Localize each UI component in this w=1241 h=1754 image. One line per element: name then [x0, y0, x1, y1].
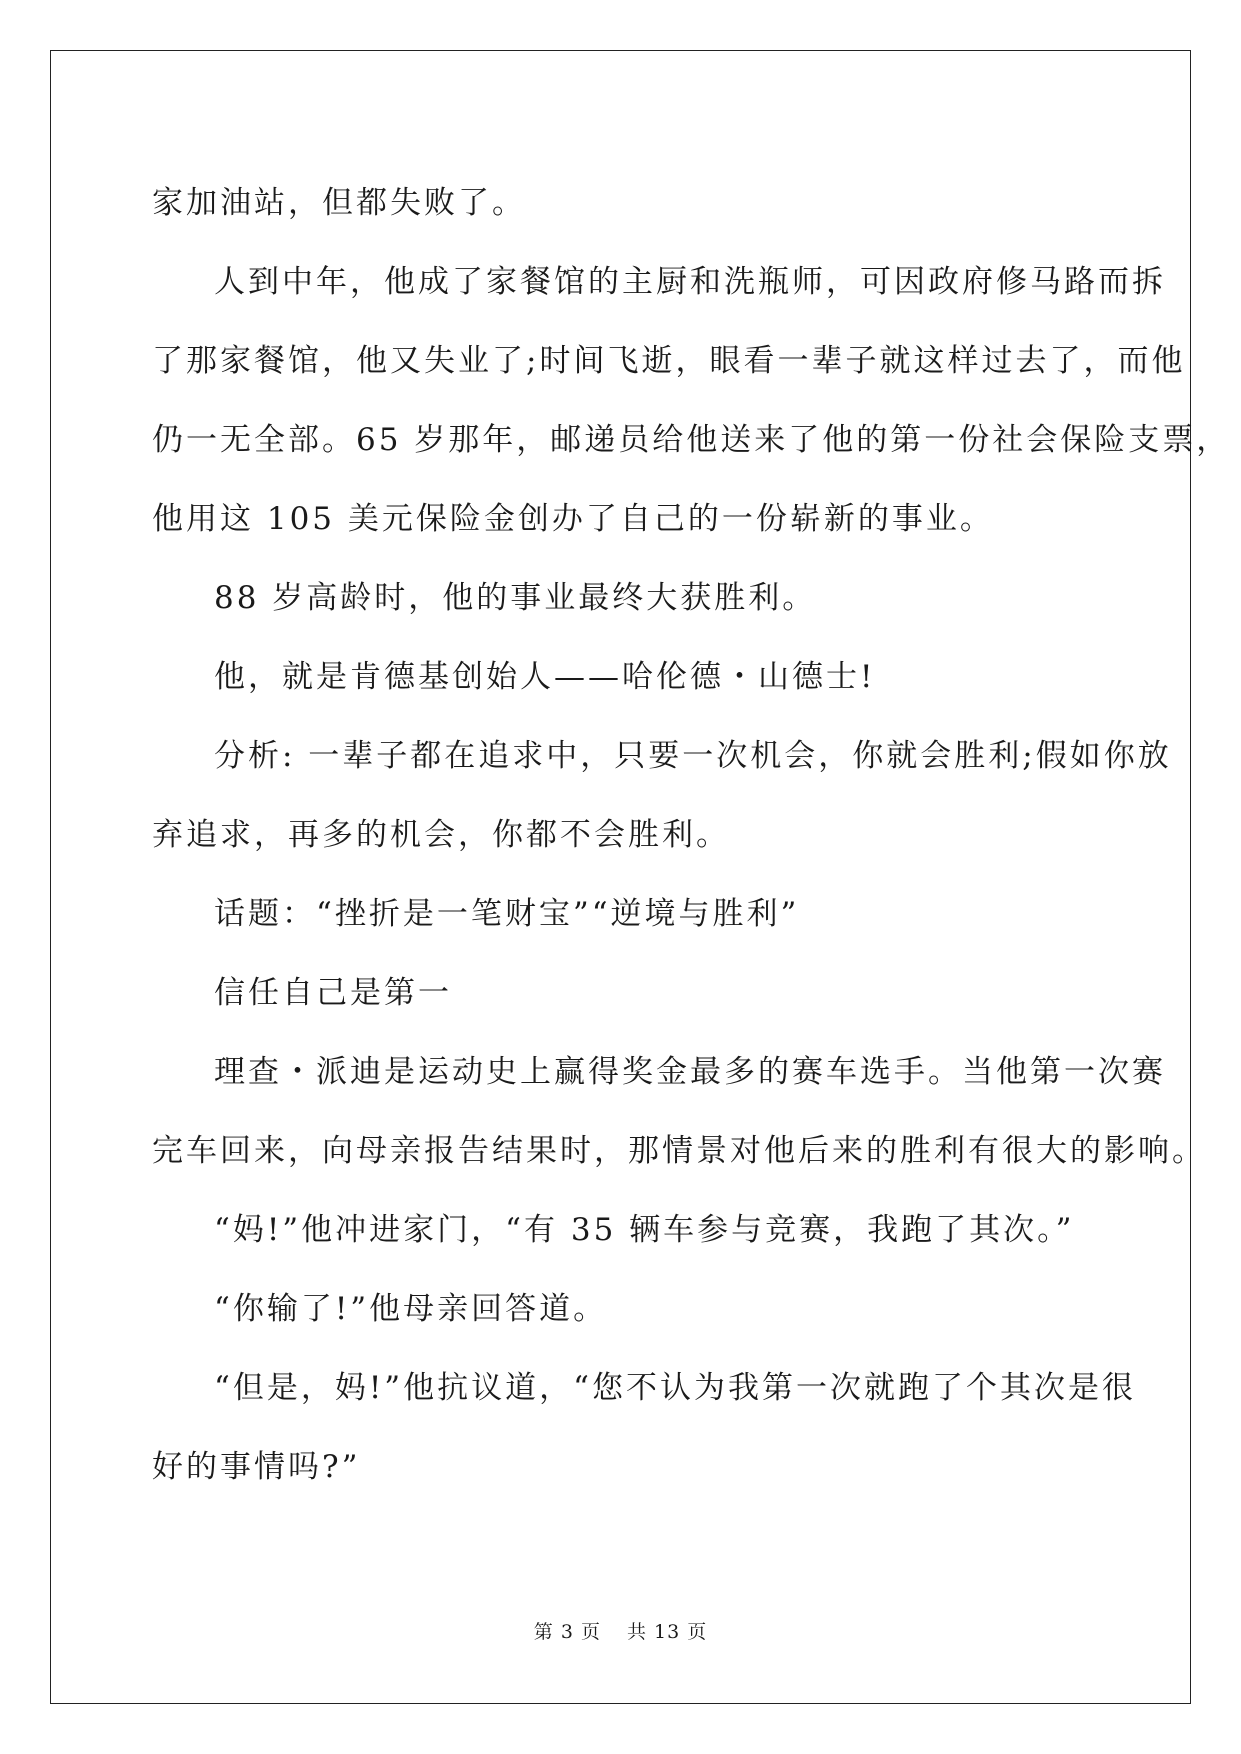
page-number: 第 3 页 — [533, 1621, 601, 1643]
paragraph-line: 话题：“挫折是一笔财宝”“逆境与胜利” — [214, 896, 800, 932]
paragraph-line: 好的事情吗?” — [152, 1449, 361, 1485]
page-total: 共 13 页 — [626, 1621, 708, 1643]
page-footer — [0, 1617, 1241, 1644]
paragraph-line: 人到中年，他成了家餐馆的主厨和洗瓶师，可因政府修马路而拆 — [214, 264, 1166, 300]
paragraph-line: “但是，妈!”他抗议道，“您不认为我第一次就跑了个其次是很 — [214, 1370, 1136, 1406]
paragraph-line: 88 岁高龄时，他的事业最终大获胜利。 — [214, 580, 817, 616]
paragraph-line: 信任自己是第一 — [214, 975, 452, 1011]
paragraph-line: 了那家餐馆，他又失业了;时间飞逝，眼看一辈子就这样过去了，而他 — [152, 343, 1186, 379]
document-body — [152, 164, 1231, 1507]
paragraph-line: 他用这 105 美元保险金创办了自己的一份崭新的事业。 — [152, 501, 994, 537]
paragraph-line: 弃追求，再多的机会，你都不会胜利。 — [152, 817, 730, 853]
paragraph-line: 家加油站，但都失败了。 — [152, 185, 526, 221]
paragraph-line: 他，就是肯德基创始人——哈伦德・山德士! — [214, 659, 876, 695]
paragraph-line: 仍一无全部。65 岁那年，邮递员给他送来了他的第一份社会保险支票， — [152, 422, 1231, 458]
paragraph-line: 完车回来，向母亲报告结果时，那情景对他后来的胜利有很大的影响。 — [152, 1133, 1206, 1169]
paragraph-line: “你输了!”他母亲回答道。 — [214, 1291, 608, 1327]
paragraph-line: 分析: 一辈子都在追求中，只要一次机会，你就会胜利;假如你放 — [214, 738, 1172, 774]
paragraph-line: “妈!”他冲进家门，“有 35 辆车参与竞赛，我跑了其次。” — [214, 1212, 1075, 1248]
paragraph-line: 理查・派迪是运动史上赢得奖金最多的赛车选手。当他第一次赛 — [214, 1054, 1166, 1090]
